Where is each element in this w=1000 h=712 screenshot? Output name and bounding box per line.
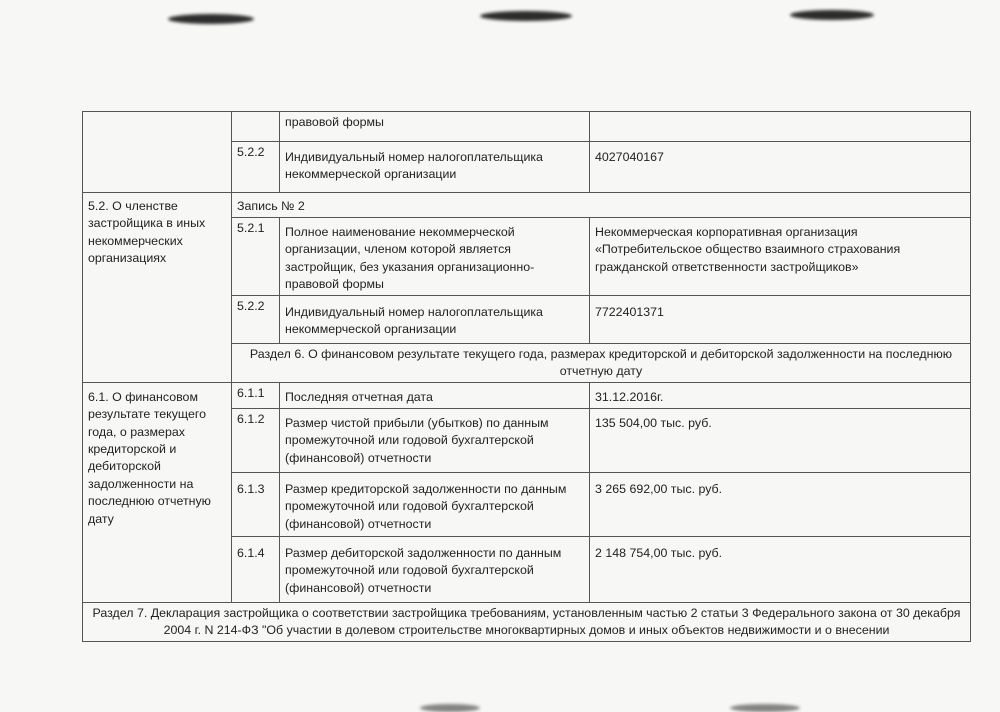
row-value: 3 265 692,00 тыс. руб. xyxy=(590,472,971,536)
row-number: 6.1.4 xyxy=(232,536,280,602)
section-label: 6.1. О финансовом результате текущего года, о размерах кредиторской и дебиторской задолженности на последнюю отчетную дату xyxy=(83,382,232,602)
row-text: Размер дебиторской задолженности по данным промежуточной или годовой бухгалтерской (финансовой) отчетности xyxy=(280,536,590,602)
row-text: Последняя отчетная дата xyxy=(280,382,590,408)
row-text: Полное наименование некоммерческой организации, членом которой является застройщик, без указания организационно-правовой формы xyxy=(280,218,590,296)
row-value: Некоммерческая корпоративная организация «Потребительское общество взаимного страхования гражданской ответственности застройщиков» xyxy=(590,218,971,296)
table-row xyxy=(83,602,971,641)
table-row xyxy=(83,112,971,142)
scan-mark xyxy=(730,704,800,712)
scan-mark xyxy=(790,10,874,20)
record-title: Запись № 2 xyxy=(232,193,971,218)
row-number: 5.2.2 xyxy=(232,142,280,193)
section-label: 5.2. О членстве застройщика в иных некоммерческих организациях xyxy=(83,193,232,383)
scan-mark xyxy=(168,14,254,24)
row-value: 31.12.2016г. xyxy=(590,382,971,408)
row-number: 5.2.1 xyxy=(232,218,280,296)
row-text: Индивидуальный номер налогоплательщика некоммерческой организации xyxy=(280,296,590,344)
row-number: 5.2.2 xyxy=(232,296,280,344)
table-row xyxy=(83,193,971,218)
section-title: Раздел 7. Декларация застройщика о соответствии застройщика требованиям, установленным частью 2 статьи 3 Федерального закона от 30 декабря 2004 г. N 214-ФЗ "Об участии в долевом строительстве многоквартирных домов и иных объектов недвижимости и о внесении xyxy=(83,602,971,641)
table-row xyxy=(83,382,971,408)
scan-mark xyxy=(480,11,572,21)
row-text: Размер чистой прибыли (убытков) по данным промежуточной или годовой бухгалтерской (финансовой) отчетности xyxy=(280,408,590,472)
row-text: правовой формы xyxy=(280,112,590,142)
row-value: 4027040167 xyxy=(590,142,971,193)
row-text: Размер кредиторской задолженности по данным промежуточной или годовой бухгалтерской (финансовой) отчетности xyxy=(280,472,590,536)
row-value: 135 504,00 тыс. руб. xyxy=(590,408,971,472)
row-number: 6.1.2 xyxy=(232,408,280,472)
scan-mark xyxy=(420,704,480,712)
row-value xyxy=(590,112,971,142)
row-value: 2 148 754,00 тыс. руб. xyxy=(590,536,971,602)
empty-label-cell xyxy=(83,112,232,193)
row-text: Индивидуальный номер налогоплательщика некоммерческой организации xyxy=(280,142,590,193)
empty-num-cell xyxy=(232,112,280,142)
section-title: Раздел 6. О финансовом результате текущего года, размерах кредиторской и дебиторской задолженности на последнюю отчетную дату xyxy=(232,344,971,383)
row-number: 6.1.1 xyxy=(232,382,280,408)
row-number: 6.1.3 xyxy=(232,472,280,536)
declaration-table xyxy=(82,111,971,642)
row-value: 7722401371 xyxy=(590,296,971,344)
